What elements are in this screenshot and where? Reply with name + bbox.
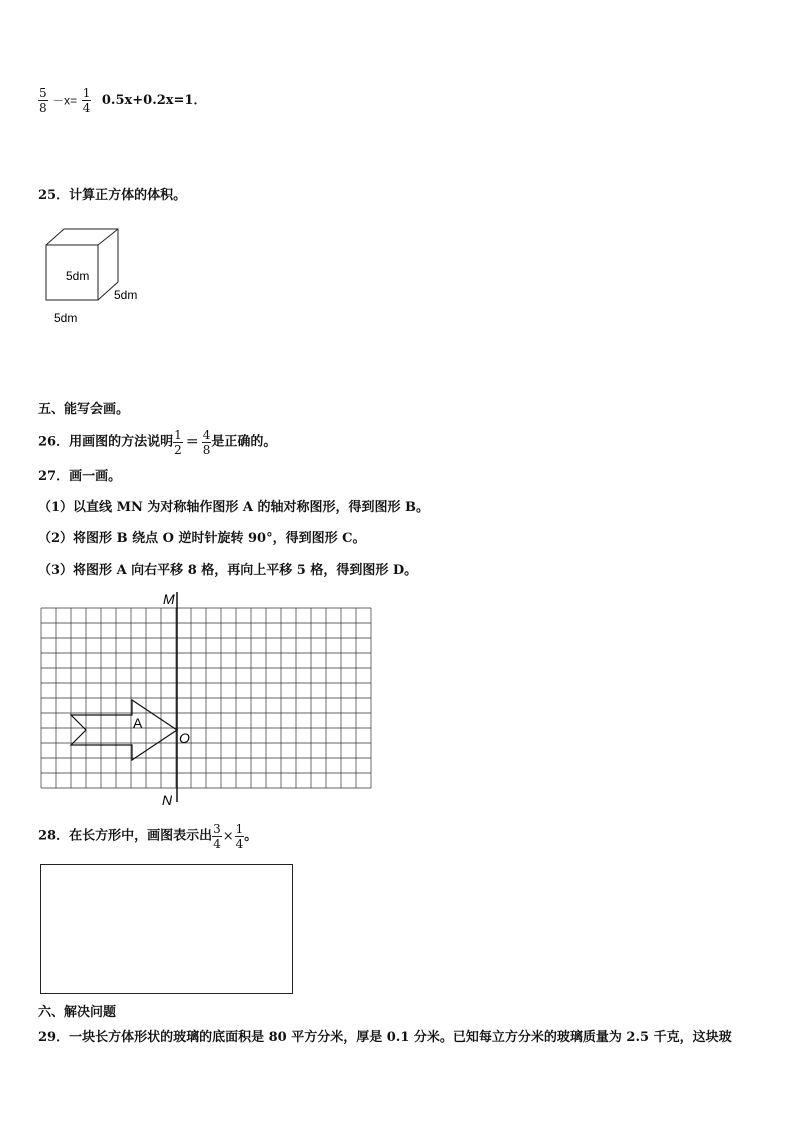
numerator: 1 bbox=[235, 822, 244, 836]
cube-label-side: 5dm bbox=[114, 288, 138, 302]
grid-lines bbox=[41, 608, 371, 788]
fraction bbox=[82, 86, 92, 115]
question-27-title: 27．画一画。 bbox=[38, 469, 122, 484]
question-text: 26．用画图的方法说明 bbox=[38, 434, 174, 450]
numerator: 1 bbox=[82, 86, 91, 100]
numerator: 4 bbox=[202, 428, 211, 442]
question-text: 是正确的。 bbox=[211, 434, 277, 450]
cube-label-front: 5dm bbox=[66, 269, 90, 283]
equals-sign: ＝ bbox=[185, 434, 199, 450]
equation-line bbox=[38, 86, 206, 115]
question-29: 29．一块长方体形状的玻璃的底面积是 80 平方分米，厚是 0.1 分米。已知每立方分米的玻璃质量为 2.5 千克，这块玻 bbox=[38, 1030, 732, 1045]
denominator: 4 bbox=[235, 837, 244, 851]
section-title: 五、能写会画。 bbox=[38, 402, 130, 417]
label-a: A bbox=[133, 715, 143, 731]
grid-figure bbox=[36, 590, 381, 808]
label-m: M bbox=[163, 591, 175, 607]
fraction bbox=[38, 86, 48, 115]
cube-label-bottom: 5dm bbox=[54, 311, 78, 325]
equation-text: －x= bbox=[52, 93, 78, 108]
question-text: 28．在长方形中，画图表示出 bbox=[38, 828, 213, 844]
fraction bbox=[235, 822, 245, 851]
section-title: 六、解决问题 bbox=[38, 1005, 117, 1020]
cube-figure bbox=[38, 222, 148, 332]
drawing-rectangle[interactable] bbox=[40, 864, 293, 994]
question-25: 25．计算正方体的体积。 bbox=[38, 188, 187, 203]
label-n: N bbox=[162, 792, 173, 808]
denominator: 4 bbox=[213, 837, 221, 851]
denominator: 8 bbox=[39, 101, 47, 115]
question-28 bbox=[38, 822, 257, 851]
fraction bbox=[173, 428, 183, 457]
cube-edge bbox=[98, 229, 118, 245]
fraction bbox=[212, 822, 222, 851]
numerator: 5 bbox=[39, 86, 47, 100]
question-27-step-2: （2）将图形 B 绕点 O 逆时针旋转 90°，得到图形 C。 bbox=[38, 531, 366, 546]
denominator: 2 bbox=[174, 443, 182, 457]
times-sign: × bbox=[222, 828, 234, 844]
equation-2: 0.5x+0.2x=1． bbox=[101, 92, 207, 108]
numerator: 3 bbox=[213, 822, 221, 836]
label-o: O bbox=[179, 730, 190, 746]
question-26 bbox=[38, 428, 276, 457]
denominator: 8 bbox=[202, 443, 211, 457]
denominator: 4 bbox=[82, 101, 91, 115]
question-text: 。 bbox=[244, 828, 258, 844]
question-27-step-3: （3）将图形 A 向右平移 8 格，再向上平移 5 格，得到图形 D。 bbox=[38, 563, 418, 578]
cube-back-edges bbox=[46, 229, 118, 300]
numerator: 1 bbox=[174, 428, 182, 442]
fraction bbox=[202, 428, 212, 457]
question-27-step-1: （1）以直线 MN 为对称轴作图形 A 的轴对称图形，得到图形 B。 bbox=[38, 500, 430, 515]
